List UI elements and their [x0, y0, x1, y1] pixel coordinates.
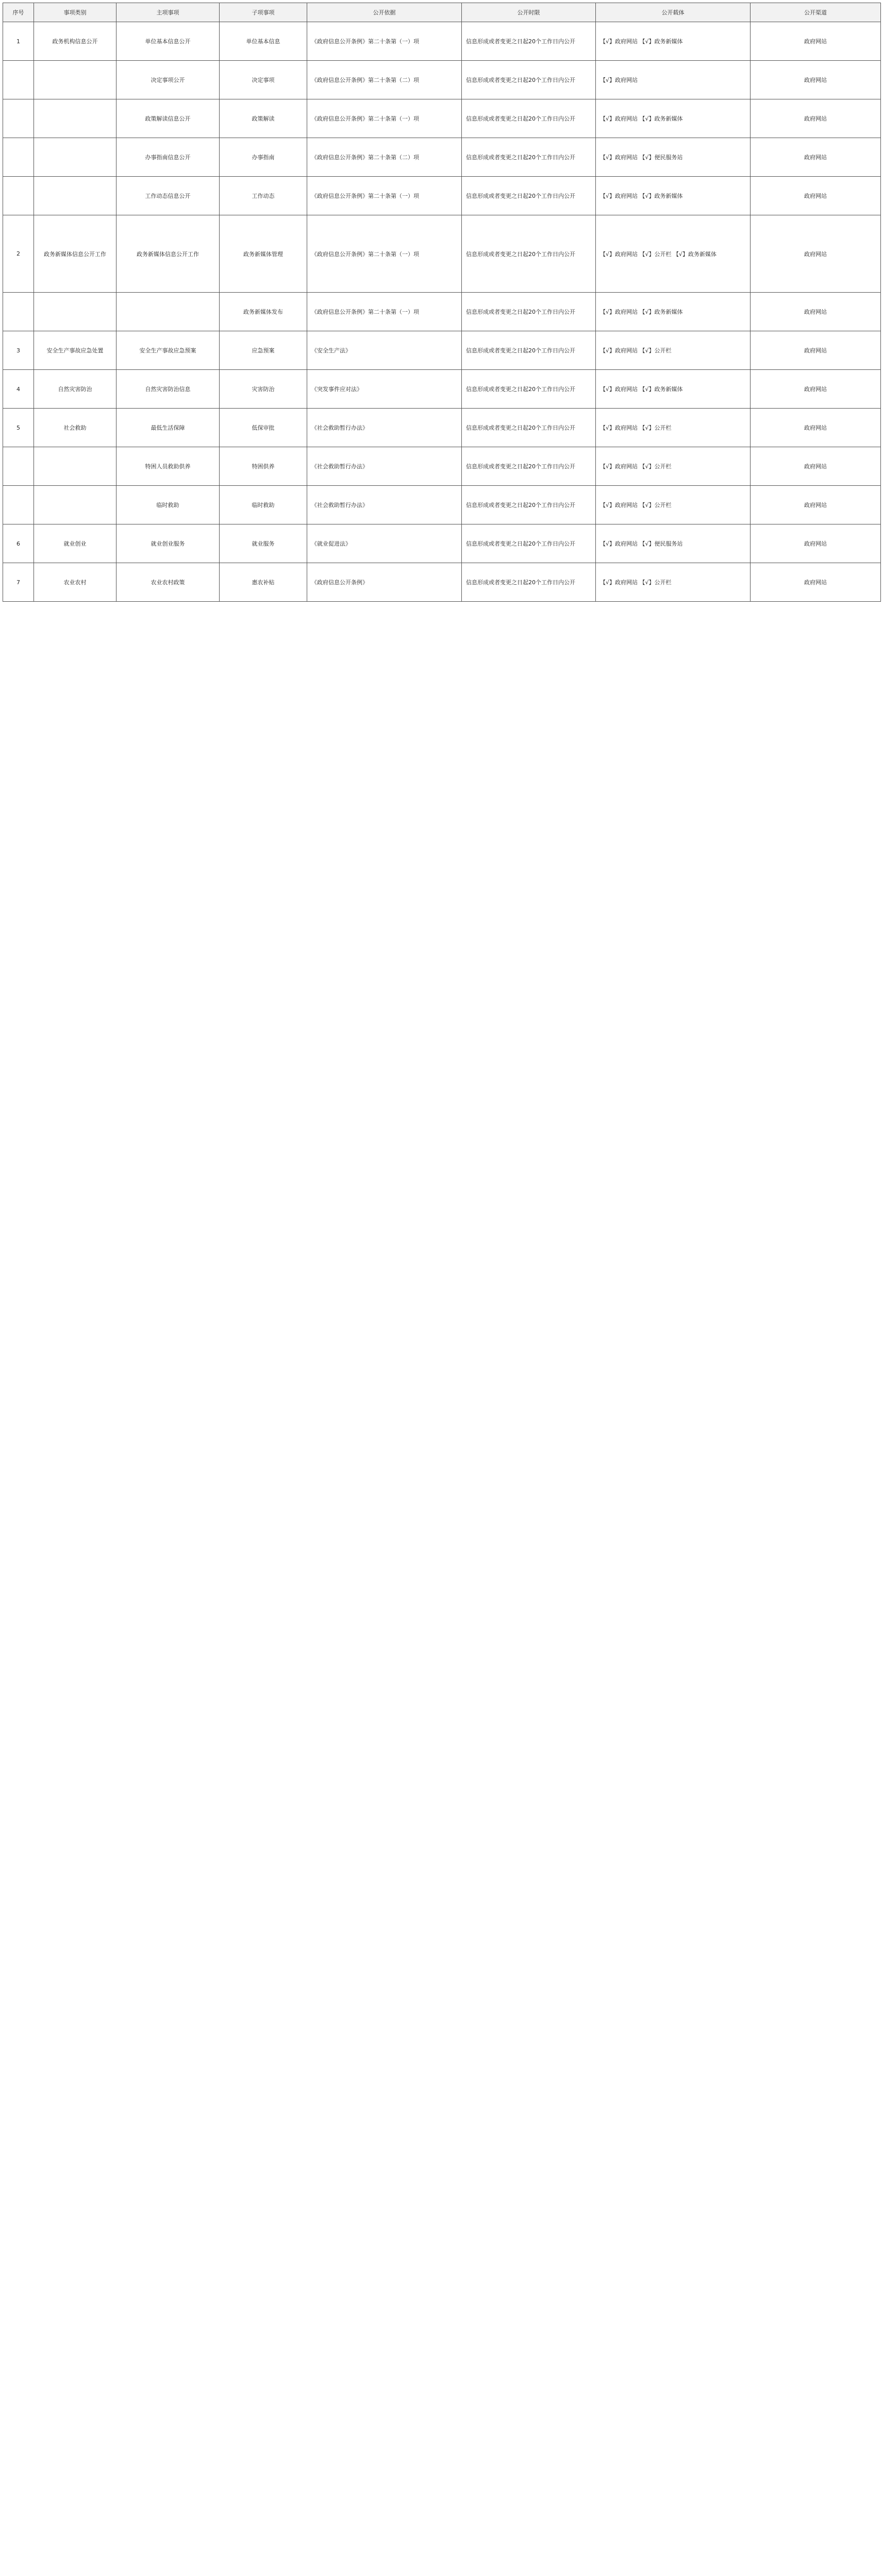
table-row — [3, 409, 881, 447]
row-number — [3, 61, 34, 99]
row-category: 社会救助 — [34, 409, 116, 447]
row-basis: 《就业促进法》 — [307, 524, 462, 563]
row-channel: 政府网站 — [751, 370, 881, 409]
table-row — [3, 293, 881, 331]
row-main-item: 单位基本信息公开 — [116, 22, 220, 61]
row-sub-item: 低保审批 — [220, 409, 307, 447]
table-row — [3, 22, 881, 61]
row-number: 7 — [3, 563, 34, 602]
row-channel: 政府网站 — [751, 409, 881, 447]
row-channel: 政府网站 — [751, 215, 881, 293]
row-main-item: 特困人员救助供养 — [116, 447, 220, 486]
row-main-item: 工作动态信息公开 — [116, 177, 220, 215]
row-time-limit: 信息形成或者变更之日起20个工作日内公开 — [462, 215, 596, 293]
row-carrier: 【√】政府网站 【√】公开栏 — [596, 331, 751, 370]
table-row — [3, 215, 881, 293]
row-category: 安全生产事故应急处置 — [34, 331, 116, 370]
row-sub-item: 特困供养 — [220, 447, 307, 486]
row-channel: 政府网站 — [751, 447, 881, 486]
row-carrier: 【√】政府网站 【√】政务新媒体 — [596, 22, 751, 61]
row-carrier: 【√】政府网站 【√】政务新媒体 — [596, 293, 751, 331]
row-sub-item: 临时救助 — [220, 486, 307, 524]
row-sub-item: 决定事项 — [220, 61, 307, 99]
row-number: 1 — [3, 22, 34, 61]
row-time-limit: 信息形成或者变更之日起20个工作日内公开 — [462, 370, 596, 409]
row-channel: 政府网站 — [751, 99, 881, 138]
table-row — [3, 524, 881, 563]
row-channel: 政府网站 — [751, 177, 881, 215]
row-category — [34, 486, 116, 524]
row-carrier: 【√】政府网站 【√】政务新媒体 — [596, 99, 751, 138]
row-channel: 政府网站 — [751, 563, 881, 602]
row-category — [34, 447, 116, 486]
table-row — [3, 177, 881, 215]
table-row — [3, 331, 881, 370]
header-basis: 公开依据 — [307, 3, 462, 22]
row-carrier: 【√】政府网站 【√】公开栏 【√】政务新媒体 — [596, 215, 751, 293]
row-carrier: 【√】政府网站 【√】政务新媒体 — [596, 370, 751, 409]
row-basis: 《社会救助暂行办法》 — [307, 486, 462, 524]
row-carrier: 【√】政府网站 【√】便民服务站 — [596, 524, 751, 563]
row-basis: 《政府信息公开条例》第二十条第（二）项 — [307, 61, 462, 99]
row-sub-item: 惠农补贴 — [220, 563, 307, 602]
header-category: 事项类别 — [34, 3, 116, 22]
row-sub-item: 灾害防治 — [220, 370, 307, 409]
row-channel: 政府网站 — [751, 138, 881, 177]
row-number — [3, 486, 34, 524]
row-time-limit: 信息形成或者变更之日起20个工作日内公开 — [462, 524, 596, 563]
row-carrier: 【√】政府网站 — [596, 61, 751, 99]
row-main-item: 政务新媒体信息公开工作 — [116, 215, 220, 293]
row-channel: 政府网站 — [751, 331, 881, 370]
header-channel: 公开渠道 — [751, 3, 881, 22]
row-sub-item: 应急预案 — [220, 331, 307, 370]
row-time-limit: 信息形成或者变更之日起20个工作日内公开 — [462, 409, 596, 447]
row-number: 2 — [3, 215, 34, 293]
row-sub-item: 就业服务 — [220, 524, 307, 563]
row-main-item: 决定事项公开 — [116, 61, 220, 99]
row-number: 4 — [3, 370, 34, 409]
row-time-limit: 信息形成或者变更之日起20个工作日内公开 — [462, 99, 596, 138]
row-sub-item: 办事指南 — [220, 138, 307, 177]
row-number: 3 — [3, 331, 34, 370]
row-main-item: 最低生活保障 — [116, 409, 220, 447]
row-number: 6 — [3, 524, 34, 563]
row-number — [3, 293, 34, 331]
row-number — [3, 447, 34, 486]
row-channel: 政府网站 — [751, 22, 881, 61]
row-main-item: 农业农村政策 — [116, 563, 220, 602]
row-category — [34, 61, 116, 99]
row-category: 政务机构信息公开 — [34, 22, 116, 61]
row-category: 自然灾害防治 — [34, 370, 116, 409]
row-number: 5 — [3, 409, 34, 447]
row-category: 政务新媒体信息公开工作 — [34, 215, 116, 293]
table-row — [3, 486, 881, 524]
header-main-item: 主项事项 — [116, 3, 220, 22]
row-main-item — [116, 293, 220, 331]
row-basis: 《社会救助暂行办法》 — [307, 447, 462, 486]
table-header-row — [3, 3, 881, 22]
row-basis: 《政府信息公开条例》第二十条第（一）项 — [307, 99, 462, 138]
row-basis: 《社会救助暂行办法》 — [307, 409, 462, 447]
row-category: 就业创业 — [34, 524, 116, 563]
row-time-limit: 信息形成或者变更之日起20个工作日内公开 — [462, 486, 596, 524]
row-channel: 政府网站 — [751, 61, 881, 99]
row-time-limit: 信息形成或者变更之日起20个工作日内公开 — [462, 138, 596, 177]
row-time-limit: 信息形成或者变更之日起20个工作日内公开 — [462, 331, 596, 370]
row-main-item: 安全生产事故应急预案 — [116, 331, 220, 370]
row-main-item: 政策解读信息公开 — [116, 99, 220, 138]
row-channel: 政府网站 — [751, 486, 881, 524]
row-basis: 《安全生产法》 — [307, 331, 462, 370]
row-basis: 《政府信息公开条例》第二十条第（二）项 — [307, 138, 462, 177]
row-time-limit: 信息形成或者变更之日起20个工作日内公开 — [462, 563, 596, 602]
row-category — [34, 293, 116, 331]
row-number — [3, 177, 34, 215]
row-basis: 《政府信息公开条例》第二十条第（一）项 — [307, 215, 462, 293]
disclosure-table — [3, 3, 881, 602]
row-sub-item: 工作动态 — [220, 177, 307, 215]
header-number: 序号 — [3, 3, 34, 22]
row-carrier: 【√】政府网站 【√】公开栏 — [596, 563, 751, 602]
row-main-item: 就业创业服务 — [116, 524, 220, 563]
row-carrier: 【√】政府网站 【√】政务新媒体 — [596, 177, 751, 215]
row-number — [3, 99, 34, 138]
table-row — [3, 370, 881, 409]
row-basis: 《突发事件应对法》 — [307, 370, 462, 409]
page — [0, 3, 883, 2576]
row-number — [3, 138, 34, 177]
row-time-limit: 信息形成或者变更之日起20个工作日内公开 — [462, 293, 596, 331]
row-sub-item: 政务新媒体管理 — [220, 215, 307, 293]
table-row — [3, 447, 881, 486]
row-main-item: 办事指南信息公开 — [116, 138, 220, 177]
table-row — [3, 138, 881, 177]
row-basis: 《政府信息公开条例》第二十条第（一）项 — [307, 177, 462, 215]
row-main-item: 自然灾害防治信息 — [116, 370, 220, 409]
row-time-limit: 信息形成或者变更之日起20个工作日内公开 — [462, 447, 596, 486]
header-carrier: 公开载体 — [596, 3, 751, 22]
row-basis: 《政府信息公开条例》 — [307, 563, 462, 602]
row-carrier: 【√】政府网站 【√】公开栏 — [596, 447, 751, 486]
table-row — [3, 563, 881, 602]
row-basis: 《政府信息公开条例》第二十条第（一）项 — [307, 22, 462, 61]
row-main-item: 临时救助 — [116, 486, 220, 524]
row-category — [34, 99, 116, 138]
table-row — [3, 61, 881, 99]
header-sub-item: 子项事项 — [220, 3, 307, 22]
row-channel: 政府网站 — [751, 293, 881, 331]
row-time-limit: 信息形成或者变更之日起20个工作日内公开 — [462, 177, 596, 215]
row-carrier: 【√】政府网站 【√】公开栏 — [596, 486, 751, 524]
row-carrier: 【√】政府网站 【√】公开栏 — [596, 409, 751, 447]
row-category — [34, 177, 116, 215]
row-time-limit: 信息形成或者变更之日起20个工作日内公开 — [462, 61, 596, 99]
row-time-limit: 信息形成或者变更之日起20个工作日内公开 — [462, 22, 596, 61]
row-sub-item: 政策解读 — [220, 99, 307, 138]
row-category — [34, 138, 116, 177]
row-sub-item: 政务新媒体发布 — [220, 293, 307, 331]
row-sub-item: 单位基本信息 — [220, 22, 307, 61]
row-category: 农业农村 — [34, 563, 116, 602]
row-channel: 政府网站 — [751, 524, 881, 563]
table-row — [3, 99, 881, 138]
row-basis: 《政府信息公开条例》第二十条第（一）项 — [307, 293, 462, 331]
row-carrier: 【√】政府网站 【√】便民服务站 — [596, 138, 751, 177]
header-time-limit: 公开时限 — [462, 3, 596, 22]
